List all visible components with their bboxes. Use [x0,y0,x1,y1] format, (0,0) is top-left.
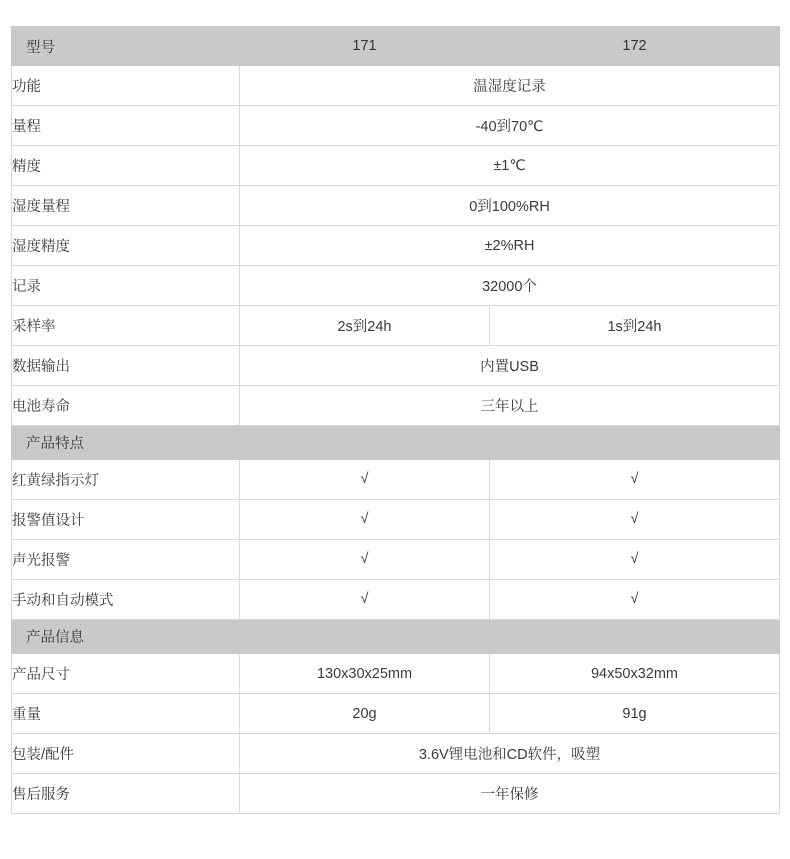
row-value-col1: 130x30x25mm [240,654,490,694]
row-value-col1: 2s到24h [240,306,490,346]
row-value-col1: √ [240,540,490,580]
row-label: 湿度精度 [12,226,240,266]
row-label: 产品尺寸 [12,654,240,694]
row-label: 电池寿命 [12,386,240,426]
row-value-merged: 温湿度记录 [240,66,780,106]
table-row [12,226,780,266]
row-value-col1: √ [240,460,490,500]
table-row [12,460,780,500]
row-label: 量程 [12,106,240,146]
header-model-172: 172 [490,27,780,66]
table-row [12,734,780,774]
row-label: 报警值设计 [12,500,240,540]
table-row [12,694,780,734]
row-value-col2: √ [490,460,780,500]
section-title: 产品特点 [12,426,780,460]
table-row [12,146,780,186]
table-body [12,27,780,814]
table-row [12,266,780,306]
row-value-merged: -40到70℃ [240,106,780,146]
table-row [12,774,780,814]
specification-table [11,26,780,814]
section-band-row [12,426,780,460]
row-label: 红黄绿指示灯 [12,460,240,500]
row-label: 售后服务 [12,774,240,814]
row-label: 精度 [12,146,240,186]
row-value-merged: ±1℃ [240,146,780,186]
table-row [12,306,780,346]
row-value-merged: 三年以上 [240,386,780,426]
row-value-col2: 94x50x32mm [490,654,780,694]
table-row [12,540,780,580]
table-row [12,580,780,620]
row-value-col2: √ [490,580,780,620]
row-value-col2: √ [490,540,780,580]
row-value-merged: 一年保修 [240,774,780,814]
row-label: 记录 [12,266,240,306]
header-label-cell: 型号 [12,27,240,66]
row-label: 包装/配件 [12,734,240,774]
table-row [12,186,780,226]
table-row [12,654,780,694]
row-value-col1: √ [240,500,490,540]
table-header-row [12,27,780,66]
row-value-col2: 1s到24h [490,306,780,346]
row-value-col2: 91g [490,694,780,734]
table-row [12,500,780,540]
section-title: 产品信息 [12,620,780,654]
row-label: 湿度量程 [12,186,240,226]
row-value-col1: √ [240,580,490,620]
row-value-merged: 0到100%RH [240,186,780,226]
row-label: 重量 [12,694,240,734]
row-value-merged: 内置USB [240,346,780,386]
section-band-row [12,620,780,654]
table-row [12,106,780,146]
row-value-merged: 3.6V锂电池和CD软件，吸塑 [240,734,780,774]
row-label: 手动和自动模式 [12,580,240,620]
row-label: 声光报警 [12,540,240,580]
table-row [12,346,780,386]
header-model-171: 171 [240,27,490,66]
table-row [12,66,780,106]
row-value-col1: 20g [240,694,490,734]
row-value-merged: 32000个 [240,266,780,306]
row-value-merged: ±2%RH [240,226,780,266]
table-row [12,386,780,426]
row-value-col2: √ [490,500,780,540]
row-label: 采样率 [12,306,240,346]
row-label: 功能 [12,66,240,106]
row-label: 数据输出 [12,346,240,386]
